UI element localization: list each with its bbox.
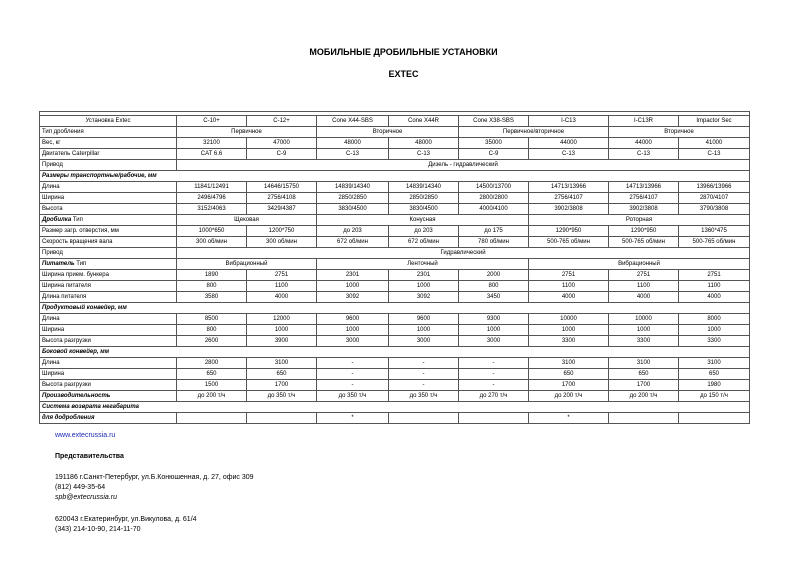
row-label: Привод: [40, 160, 177, 171]
value-cell: до 200 т/ч: [177, 391, 247, 402]
value-cell: 3450: [459, 292, 529, 303]
feeder-length-row: [40, 292, 750, 303]
value-cell: 650: [529, 369, 609, 380]
value-cell: 14839/14340: [389, 182, 459, 193]
value-cell: [679, 413, 750, 424]
value-cell: до 200 т/ч: [529, 391, 609, 402]
value-cell: -: [389, 380, 459, 391]
value-cell: Роторная: [529, 215, 750, 226]
ekb-address: 620043 г.Екатеринбург, ул.Викулова, д. 61/4: [55, 516, 197, 523]
ekb-phone: (343) 214-10-90, 214-11-70: [55, 526, 141, 533]
value-cell: Щековая: [177, 215, 317, 226]
value-cell: 4000: [529, 292, 609, 303]
value-cell: 14646/15750: [247, 182, 317, 193]
value-cell: Вибрационный: [529, 259, 750, 270]
value-cell: 3092: [317, 292, 389, 303]
value-cell: 1700: [247, 380, 317, 391]
value-cell: C-13: [529, 149, 609, 160]
value-cell: 11841/12491: [177, 182, 247, 193]
column-header: I-C13R: [609, 116, 679, 127]
product-conveyor-length-row: [40, 314, 750, 325]
row-label: Вес, кг: [40, 138, 177, 149]
document-subtitle: EXTEC: [388, 69, 419, 79]
value-cell: 650: [177, 369, 247, 380]
value-cell: 2756/4107: [609, 193, 679, 204]
value-cell: 3100: [679, 358, 750, 369]
value-cell: 1980: [679, 380, 750, 391]
column-header: Cone X38-SBS: [459, 116, 529, 127]
capacity-row: [40, 391, 750, 402]
value-cell: 2000: [459, 270, 529, 281]
value-cell: 1000: [529, 325, 609, 336]
row-label: Высота: [40, 204, 177, 215]
value-cell: до 203: [389, 226, 459, 237]
column-header: Установка Extec: [40, 116, 177, 127]
length-row: [40, 182, 750, 193]
value-cell: 4000: [247, 292, 317, 303]
document-title: МОБИЛЬНЫЕ ДРОБИЛЬНЫЕ УСТАНОВКИ: [309, 47, 498, 57]
value-cell: 672 об/мин: [317, 237, 389, 248]
value-cell: C-13: [609, 149, 679, 160]
row-label: Скорость вращения вала: [40, 237, 177, 248]
value-cell: 2756/4107: [529, 193, 609, 204]
offices-heading: Представительства: [55, 453, 124, 460]
feeder-section-label: Питатель: [42, 261, 75, 267]
value-cell: 9600: [389, 314, 459, 325]
type-label: Тип: [71, 217, 83, 223]
product-conveyor-width-row: [40, 325, 750, 336]
value-cell: 650: [609, 369, 679, 380]
value-cell: 3830/4500: [317, 204, 389, 215]
value-cell: 1000: [247, 325, 317, 336]
value-cell: C-13: [317, 149, 389, 160]
value-cell: Дизель - гидравлический: [177, 160, 750, 171]
value-cell: Вибрационный: [177, 259, 317, 270]
value-cell: [389, 413, 459, 424]
value-cell: 1200*750: [247, 226, 317, 237]
value-cell: 8000: [679, 314, 750, 325]
value-cell: 3100: [609, 358, 679, 369]
specifications-table: [39, 111, 750, 424]
row-label: Длина: [40, 182, 177, 193]
value-cell: 2850/2850: [317, 193, 389, 204]
value-cell: 500-765 об/мин: [679, 237, 750, 248]
value-cell: 10000: [609, 314, 679, 325]
value-cell: 3300: [609, 336, 679, 347]
column-header: Cone X44-SBS: [317, 116, 389, 127]
value-cell: Первичное/вторичное: [459, 127, 609, 138]
value-cell: C-13: [389, 149, 459, 160]
value-cell: 650: [679, 369, 750, 380]
row-label: для додробления: [40, 413, 177, 424]
value-cell: 1290*950: [529, 226, 609, 237]
value-cell: 2496/4796: [177, 193, 247, 204]
feed-size-row: [40, 226, 750, 237]
row-label: [40, 215, 177, 226]
value-cell: -: [389, 358, 459, 369]
section-heading: Размеры транспортные/рабочие, мм: [40, 171, 750, 182]
column-header: Impactor Sec: [679, 116, 750, 127]
value-cell: 3152/4063: [177, 204, 247, 215]
value-cell: 1290*950: [609, 226, 679, 237]
value-cell: [459, 413, 529, 424]
shaft-speed-row: [40, 237, 750, 248]
value-cell: 4000/4100: [459, 204, 529, 215]
value-cell: -: [389, 369, 459, 380]
value-cell: CAT 6.6: [177, 149, 247, 160]
value-cell: 41000: [679, 138, 750, 149]
value-cell: -: [459, 358, 529, 369]
value-cell: 8500: [177, 314, 247, 325]
value-cell: 3580: [177, 292, 247, 303]
value-cell: 1000*650: [177, 226, 247, 237]
row-label: Ширина: [40, 325, 177, 336]
side-conveyor-section-row: [40, 347, 750, 358]
value-cell: 3900: [247, 336, 317, 347]
value-cell: 1100: [247, 281, 317, 292]
value-cell: 780 об/мин: [459, 237, 529, 248]
value-cell: 10000: [529, 314, 609, 325]
value-cell: Первичное: [177, 127, 317, 138]
value-cell: C-13: [679, 149, 750, 160]
feeder-type-row: [40, 259, 750, 270]
value-cell: 300 об/мин: [247, 237, 317, 248]
value-cell: 1100: [529, 281, 609, 292]
value-cell: 1000: [317, 281, 389, 292]
value-cell: 3830/4500: [389, 204, 459, 215]
row-label: Привод: [40, 248, 177, 259]
value-cell: 2301: [389, 270, 459, 281]
spb-address: 191186 г.Санкт-Петербург, ул.Б.Конюшенная, д. 27, офис 309: [55, 474, 254, 481]
value-cell: 1000: [679, 325, 750, 336]
value-cell: 1100: [679, 281, 750, 292]
value-cell: 3000: [317, 336, 389, 347]
row-label: Длина: [40, 314, 177, 325]
side-conveyor-width-row: [40, 369, 750, 380]
value-cell: -: [317, 369, 389, 380]
value-cell: 9600: [317, 314, 389, 325]
value-cell: 2600: [177, 336, 247, 347]
value-cell: Вторичное: [609, 127, 750, 138]
value-cell: до 270 т/ч: [459, 391, 529, 402]
value-cell: 3000: [459, 336, 529, 347]
value-cell: до 350 т/ч: [317, 391, 389, 402]
column-header: I-C13: [529, 116, 609, 127]
value-cell: 3429/4387: [247, 204, 317, 215]
value-cell: [247, 413, 317, 424]
recrush-row: [40, 413, 750, 424]
value-cell: до 175: [459, 226, 529, 237]
value-cell: 2751: [679, 270, 750, 281]
value-cell: 2800/2800: [459, 193, 529, 204]
value-cell: 3300: [529, 336, 609, 347]
side-conveyor-length-row: [40, 358, 750, 369]
value-cell: 3902/3808: [529, 204, 609, 215]
height-row: [40, 204, 750, 215]
value-cell: до 350 т/ч: [389, 391, 459, 402]
crusher-section-label: Дробилка: [42, 217, 72, 223]
value-cell: 9300: [459, 314, 529, 325]
row-label: Двигатель Caterpillar: [40, 149, 177, 160]
value-cell: 650: [247, 369, 317, 380]
value-cell: 2800: [177, 358, 247, 369]
value-cell: *: [317, 413, 389, 424]
value-cell: *: [529, 413, 609, 424]
value-cell: 3100: [529, 358, 609, 369]
value-cell: 48000: [389, 138, 459, 149]
value-cell: 300 об/мин: [177, 237, 247, 248]
value-cell: до 150 т/ч: [679, 391, 750, 402]
row-label: Длина питателя: [40, 292, 177, 303]
value-cell: 12000: [247, 314, 317, 325]
value-cell: 1890: [177, 270, 247, 281]
drive2-row: [40, 248, 750, 259]
crush-type-row: [40, 127, 750, 138]
crusher-type-row: [40, 215, 750, 226]
row-label: Ширина прием. бункера: [40, 270, 177, 281]
row-label: Длина: [40, 358, 177, 369]
row-label: Высота разгрузки: [40, 380, 177, 391]
value-cell: -: [317, 380, 389, 391]
row-label: Ширина: [40, 193, 177, 204]
value-cell: 1100: [609, 281, 679, 292]
value-cell: 47000: [247, 138, 317, 149]
product-conveyor-height-row: [40, 336, 750, 347]
value-cell: 3100: [247, 358, 317, 369]
hopper-width-row: [40, 270, 750, 281]
value-cell: 48000: [317, 138, 389, 149]
feeder-width-row: [40, 281, 750, 292]
value-cell: Конусная: [317, 215, 529, 226]
value-cell: до 350 т/ч: [247, 391, 317, 402]
value-cell: 2751: [529, 270, 609, 281]
drive-row: [40, 160, 750, 171]
weight-row: [40, 138, 750, 149]
website-link[interactable]: www.extecrussia.ru: [55, 432, 116, 439]
engine-row: [40, 149, 750, 160]
value-cell: 32100: [177, 138, 247, 149]
side-conveyor-height-row: [40, 380, 750, 391]
value-cell: [609, 413, 679, 424]
row-label: Тип дробления: [40, 127, 177, 138]
column-header: Cone X44R: [389, 116, 459, 127]
section-heading: Продуктовый конвейер, мм: [40, 303, 750, 314]
column-header: C-12+: [247, 116, 317, 127]
value-cell: 800: [177, 325, 247, 336]
value-cell: 1000: [389, 281, 459, 292]
spb-email[interactable]: spb@extecrussia.ru: [55, 494, 117, 501]
value-cell: 44000: [529, 138, 609, 149]
type-label: Тип: [74, 261, 87, 267]
row-label: Ширина: [40, 369, 177, 380]
value-cell: 672 об/мин: [389, 237, 459, 248]
value-cell: 1700: [529, 380, 609, 391]
value-cell: 35000: [459, 138, 529, 149]
product-conveyor-section-row: [40, 303, 750, 314]
value-cell: 2751: [609, 270, 679, 281]
row-label: Производительность: [40, 391, 177, 402]
section-heading: Боковой конвейер, мм: [40, 347, 750, 358]
row-label: Ширина питателя: [40, 281, 177, 292]
value-cell: 1000: [317, 325, 389, 336]
column-header: C-10+: [177, 116, 247, 127]
value-cell: [177, 413, 247, 424]
value-cell: -: [317, 358, 389, 369]
value-cell: 2870/4107: [679, 193, 750, 204]
value-cell: 2301: [317, 270, 389, 281]
value-cell: 3092: [389, 292, 459, 303]
value-cell: 2756/4108: [247, 193, 317, 204]
value-cell: 1700: [609, 380, 679, 391]
value-cell: Ленточный: [317, 259, 529, 270]
value-cell: 1000: [609, 325, 679, 336]
value-cell: 500-765 об/мин: [609, 237, 679, 248]
value-cell: 3790/3808: [679, 204, 750, 215]
value-cell: 800: [177, 281, 247, 292]
value-cell: 3902/3808: [609, 204, 679, 215]
value-cell: Гидравлический: [177, 248, 750, 259]
value-cell: 13966/13966: [679, 182, 750, 193]
value-cell: 3300: [679, 336, 750, 347]
value-cell: -: [459, 369, 529, 380]
value-cell: 1500: [177, 380, 247, 391]
value-cell: 1000: [459, 325, 529, 336]
value-cell: 4000: [609, 292, 679, 303]
table-header-row: [40, 116, 750, 127]
value-cell: 2751: [247, 270, 317, 281]
value-cell: -: [459, 380, 529, 391]
value-cell: 1360*475: [679, 226, 750, 237]
width-row: [40, 193, 750, 204]
value-cell: 1000: [389, 325, 459, 336]
spb-phone: (812) 449-35-64: [55, 484, 106, 491]
value-cell: 500-765 об/мин: [529, 237, 609, 248]
value-cell: до 203: [317, 226, 389, 237]
value-cell: 2850/2850: [389, 193, 459, 204]
value-cell: 14713/13966: [609, 182, 679, 193]
row-label: Размер загр. отверстия, мм: [40, 226, 177, 237]
value-cell: 14713/13966: [529, 182, 609, 193]
row-label: [40, 259, 177, 270]
value-cell: 14500/13700: [459, 182, 529, 193]
value-cell: 3000: [389, 336, 459, 347]
row-label: Высота разгрузки: [40, 336, 177, 347]
value-cell: 44000: [609, 138, 679, 149]
dimensions-section-row: [40, 171, 750, 182]
value-cell: 4000: [679, 292, 750, 303]
value-cell: до 200 т/ч: [609, 391, 679, 402]
value-cell: C-9: [459, 149, 529, 160]
value-cell: Вторичное: [317, 127, 459, 138]
value-cell: 800: [459, 281, 529, 292]
section-heading: Система возврата негабарита: [40, 402, 750, 413]
value-cell: C-9: [247, 149, 317, 160]
value-cell: 14839/14340: [317, 182, 389, 193]
oversize-return-section-row: [40, 402, 750, 413]
